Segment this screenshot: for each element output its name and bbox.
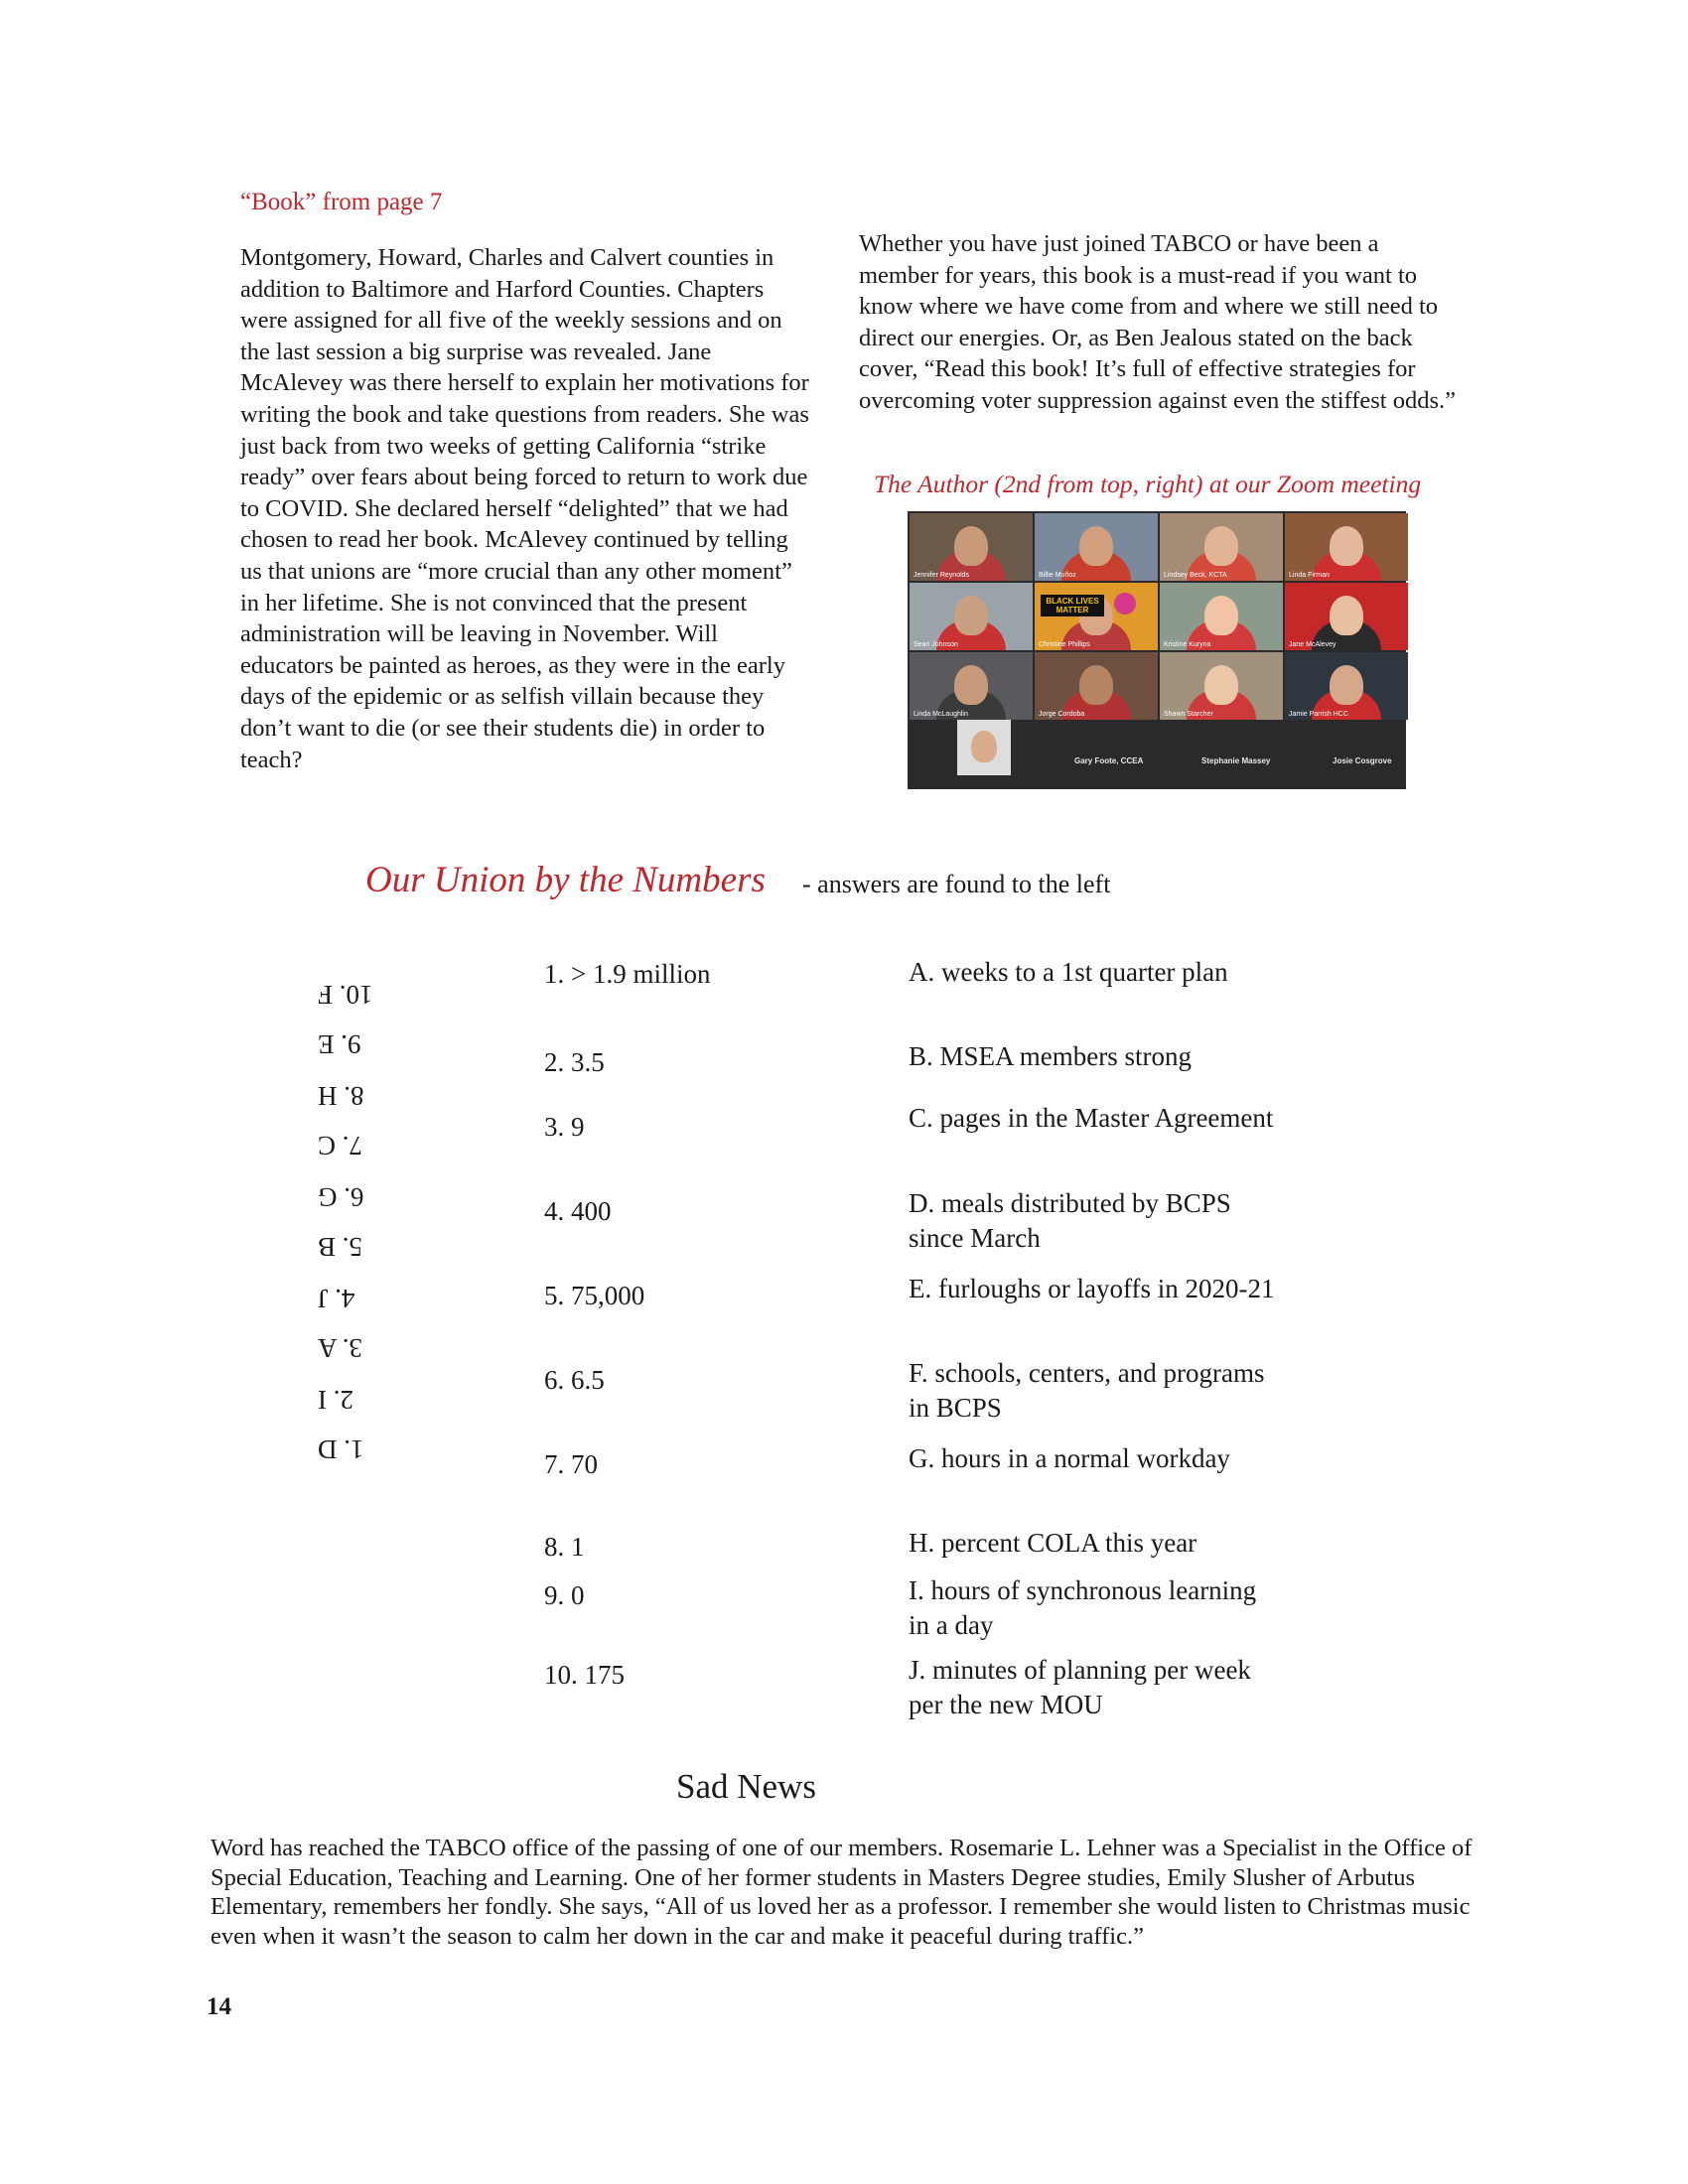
zoom-tile [910,652,1033,720]
participant-face [954,596,988,635]
quiz-description: H. percent COLA this year [909,1528,1197,1558]
quiz-number: 9. 0 [544,1580,585,1610]
zoom-participant-name: Sean Johnson [914,641,958,648]
zoom-participant-name: Billie Muñoz [1039,572,1076,579]
heart-sign-icon [1114,593,1136,614]
quiz-number: 1. > 1.9 million [544,959,711,989]
quiz-number: 10. 175 [544,1660,625,1690]
participant-face [1204,665,1238,705]
zoom-tile [1160,513,1283,581]
participant-face [1079,665,1113,705]
participant-face [971,731,997,762]
zoom-participant-name: Shawn Starcher [1164,711,1213,718]
quiz-description: A. weeks to a 1st quarter plan [909,957,1228,987]
sad-news-heading: Sad News [676,1767,816,1806]
upside-down-answer: 1. D [318,1434,364,1464]
quiz-number: 2. 3.5 [544,1047,605,1077]
participant-face [1204,526,1238,566]
zoom-tile [1160,652,1283,720]
zoom-tile [910,513,1033,581]
upside-down-answer: 3. A [318,1333,363,1363]
zoom-participant-name: Jamie Parrish HCC [1289,711,1348,718]
upside-down-answer: 6. G [318,1182,364,1212]
zoom-tile [1035,583,1158,650]
upside-down-answer: 2. I [318,1385,353,1415]
zoom-tile [1035,513,1158,581]
numbers-quiz-title: Our Union by the Numbers [365,860,766,900]
participant-face [1330,526,1363,566]
upside-down-answer: 4. J [318,1284,355,1313]
zoom-tile [1035,652,1158,720]
zoom-tile [1285,513,1408,581]
participant-face [954,526,988,566]
quiz-description: F. schools, centers, and programs in BCPS [909,1358,1265,1423]
zoom-tile [957,720,1011,775]
black-lives-matter-sign: BLACK LIVES MATTER [1041,595,1104,616]
zoom-participant-name: Jane McAlevey [1289,641,1336,648]
quiz-description: D. meals distributed by BCPS since March [909,1188,1231,1253]
upside-down-answer: 5. B [318,1232,363,1262]
photo-caption: The Author (2nd from top, right) at our Zoom meeting [874,470,1422,498]
quiz-number: 8. 1 [544,1532,585,1562]
zoom-meeting-photo [908,511,1406,789]
quiz-description: B. MSEA members strong [909,1041,1193,1071]
zoom-tile [1285,652,1408,720]
quiz-description: J. minutes of planning per week per the new MOU [909,1655,1251,1719]
quiz-description: G. hours in a normal workday [909,1443,1230,1473]
zoom-participant-name: Linda McLaughlin [914,711,968,718]
upside-down-answer: 8. H [318,1081,364,1111]
zoom-participant-name: Stephanie Massey [1201,756,1271,765]
zoom-tile [910,583,1033,650]
quiz-description: C. pages in the Master Agreement [909,1103,1274,1133]
zoom-participant-name: Christine Phillips [1039,641,1090,648]
quiz-number: 3. 9 [544,1112,585,1142]
upside-down-answer: 9. E [318,1029,361,1059]
upside-down-answer: 10. F [318,980,373,1010]
quiz-description: E. furloughs or layoffs in 2020-21 [909,1274,1275,1303]
sad-news-body: Word has reached the TABCO office of the passing of one of our members. Rosemarie L. Lehner was a Specialist in the Office of Special Education, Teaching and Learning. One of her former students in Masters Degree studies, Emily Slusher of Arbutus Elementary, remembers her fondly. She says, “All of us loved her as a professor. I remember she would listen to Christmas music even when it wasn’t the season to calm her down in the car and make it peaceful during traffic.” [211,1835,1473,1950]
zoom-participant-name: Jennifer Reynolds [914,572,970,579]
participant-face [1330,596,1363,635]
zoom-participant-name: Lindsey Beck, KCTA [1164,572,1227,579]
zoom-participant-name: Kristine Kuryna [1164,641,1211,648]
quiz-number: 5. 75,000 [544,1281,645,1310]
zoom-tile [1160,583,1283,650]
page-number: 14 [207,1993,231,2020]
article-right-column: Whether you have just joined TABCO or have been a member for years, this book is a must-read if you want to know where we have come from and where we still need to direct our energies. Or, as Ben Jealous stated on the back cover, “Read this book! It’s full of effective strategies for overcoming voter suppression against even the stiffest odds.” [859,230,1457,414]
quiz-number: 6. 6.5 [544,1365,605,1395]
participant-face [1330,665,1363,705]
zoom-participant-name: Linda Firman [1289,572,1330,579]
participant-face [1204,596,1238,635]
continued-from-label: “Book” from page 7 [240,189,443,215]
zoom-participant-name: Josie Cosgrove [1333,756,1392,765]
zoom-participant-name: Gary Foote, CCEA [1074,756,1144,765]
participant-face [1079,526,1113,566]
zoom-participant-name: Jorge Cordoba [1039,711,1085,718]
article-left-column: Montgomery, Howard, Charles and Calvert counties in addition to Baltimore and Harford Counties. Chapters were assigned for all five of the weekly sessions and on the last session a big surprise was revealed. Jane McAlevey was there herself to explain her motivations for writing the book and take questions from readers. She was just back from two weeks of getting California “strike ready” over fears about being forced to return to work due to COVID. She declared herself “delighted” that we had chosen to read her book. McAlevey continued by telling us that unions are “more crucial than any other moment” in her lifetime. She is not convinced that the present administration will be leaving in November. Will educators be painted as heroes, as they were in the early days of the epidemic or as selfish villain because they don’t want to die (or see their students die) in order to teach? [240,244,809,773]
numbers-quiz-subtitle: - answers are found to the left [802,870,1111,898]
quiz-number: 4. 400 [544,1196,612,1226]
zoom-tile [1285,583,1408,650]
quiz-number: 7. 70 [544,1449,598,1479]
participant-face [954,665,988,705]
quiz-description: I. hours of synchronous learning in a day [909,1575,1257,1640]
upside-down-answer: 7. C [318,1131,363,1160]
